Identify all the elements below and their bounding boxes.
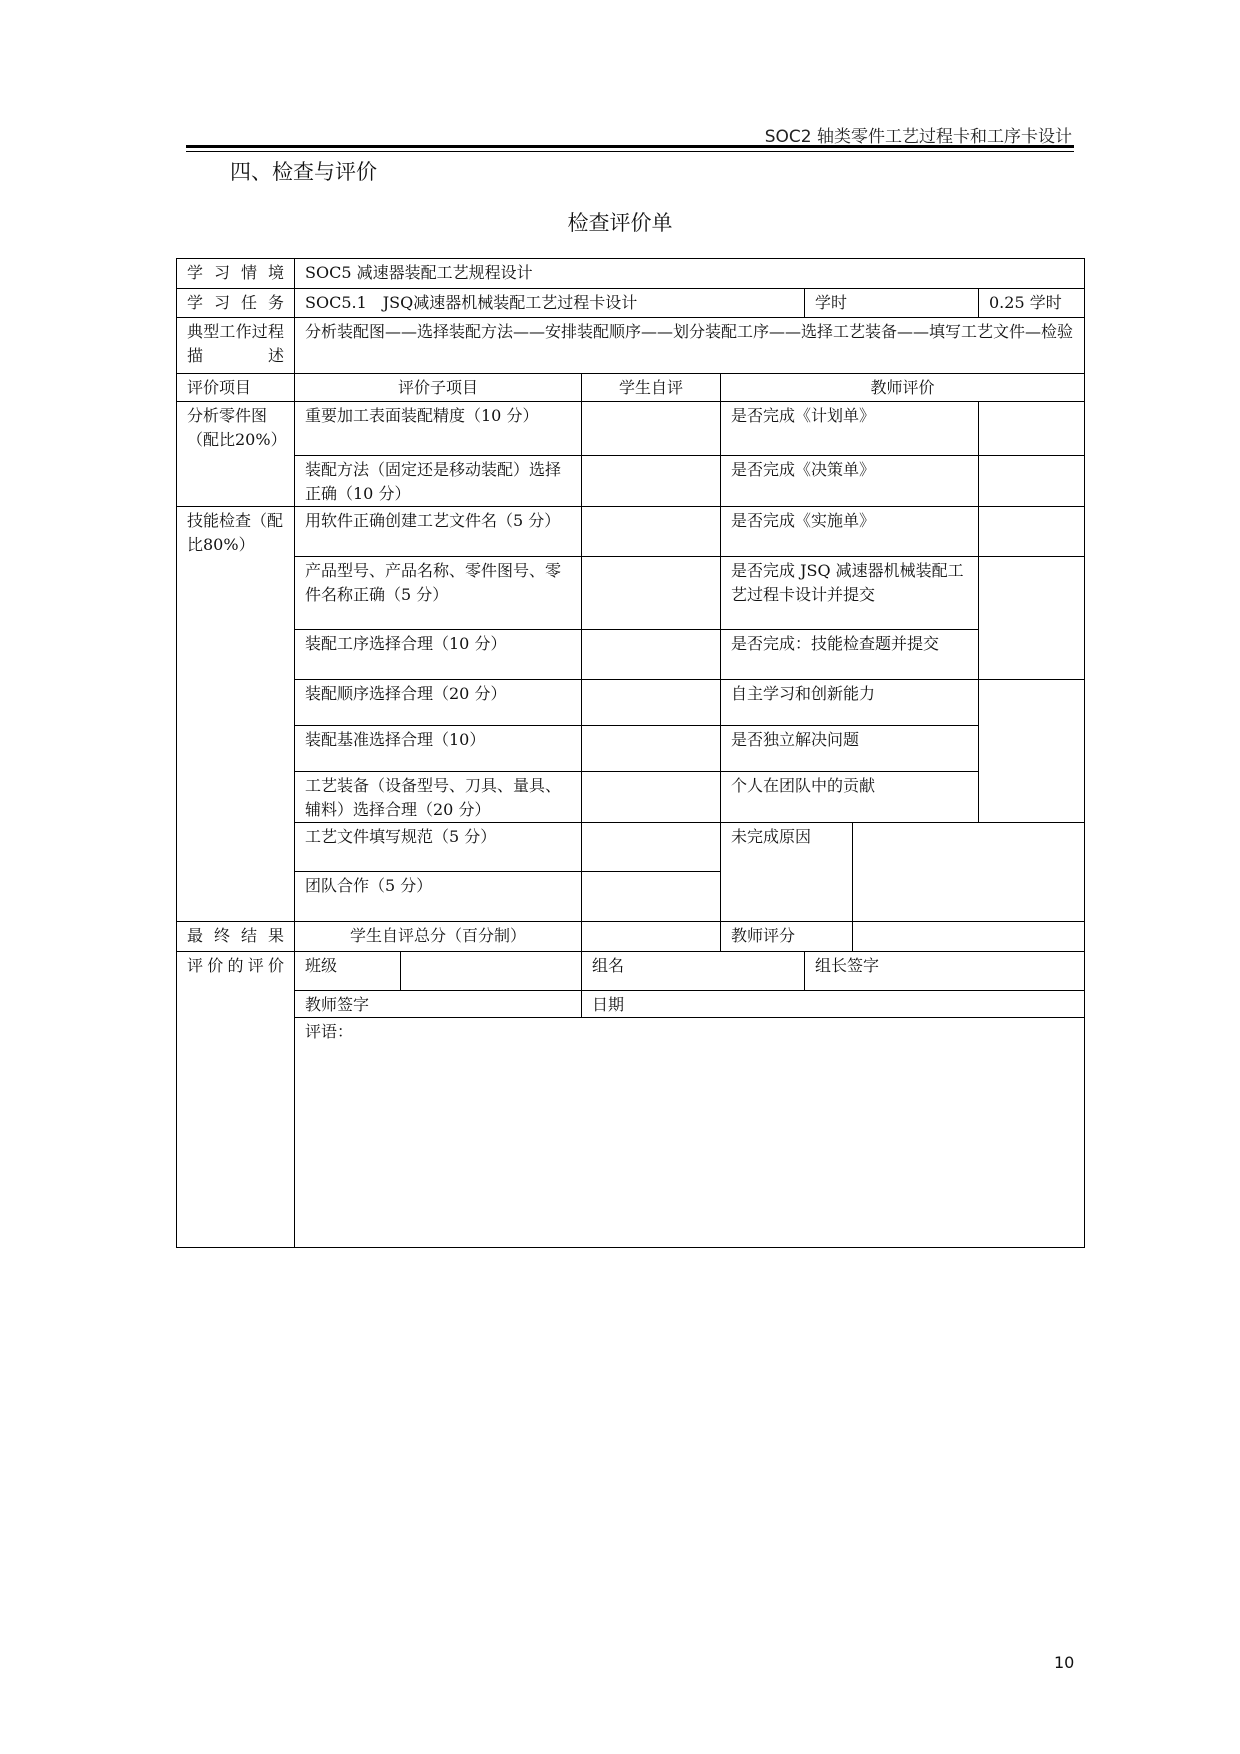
sub-item-8: 工艺装备（设备型号、刀具、量具、辅料）选择合理（20 分） xyxy=(295,772,582,823)
teacher-score-total-cell xyxy=(853,922,1085,952)
hours-label: 学时 xyxy=(805,289,979,318)
sub-item-1: 重要加工表面装配精度（10 分） xyxy=(295,402,582,456)
self-eval-cell-8 xyxy=(582,772,721,823)
process-value: 分析装配图——选择装配方法——安排装配顺序——划分装配工序——选择工艺装备——填写工艺文件—检验 xyxy=(295,318,1085,374)
sub-item-3: 用软件正确创建工艺文件名（5 分） xyxy=(295,507,582,557)
teacher-item-7: 是否独立解决问题 xyxy=(721,726,979,772)
sub-item-4: 产品型号、产品名称、零件图号、零件名称正确（5 分） xyxy=(295,557,582,630)
self-eval-cell-4 xyxy=(582,557,721,630)
incomplete-reason-label: 未完成原因 xyxy=(721,823,853,922)
date-label: 日期 xyxy=(582,991,1085,1018)
meta-eval-label: 评价的评价 xyxy=(177,952,295,1248)
teacher-item-2: 是否完成《决策单》 xyxy=(721,456,979,507)
task-label: 学习任务 xyxy=(177,289,295,318)
sub-item-5: 装配工序选择合理（10 分） xyxy=(295,630,582,680)
self-total-label: 学生自评总分（百分制） xyxy=(295,922,582,952)
teacher-score-label: 教师评分 xyxy=(721,922,853,952)
teacher-item-6: 自主学习和创新能力 xyxy=(721,680,979,726)
teacher-item-3: 是否完成《实施单》 xyxy=(721,507,979,557)
teacher-item-5: 是否完成：技能检查题并提交 xyxy=(721,630,979,680)
class-label: 班级 xyxy=(295,952,401,991)
incomplete-reason-cell xyxy=(853,823,1085,922)
group-label-skill: 技能检查（配比80%） xyxy=(177,507,295,922)
hours-value: 0.25 学时 xyxy=(979,289,1085,318)
col-header-item: 评价项目 xyxy=(177,374,295,402)
sub-item-9: 工艺文件填写规范（5 分） xyxy=(295,823,582,872)
leader-sign-label: 组长签字 xyxy=(805,952,1085,991)
self-eval-cell-3 xyxy=(582,507,721,557)
sub-item-7: 装配基准选择合理（10） xyxy=(295,726,582,772)
sub-item-6: 装配顺序选择合理（20 分） xyxy=(295,680,582,726)
group-label-analysis: 分析零件图（配比20%） xyxy=(177,402,295,507)
situation-label: 学习情境 xyxy=(177,259,295,289)
page-number: 10 xyxy=(1054,1653,1075,1672)
final-label: 最终结果 xyxy=(177,922,295,952)
col-header-self-eval: 学生自评 xyxy=(582,374,721,402)
form-title: 检查评价单 xyxy=(567,211,673,235)
header-rule-thin xyxy=(186,151,1074,152)
teacher-item-4: 是否完成 JSQ 减速器机械装配工艺过程卡设计并提交 xyxy=(721,557,979,630)
teacher-score-cell-6 xyxy=(979,680,1085,823)
self-eval-cell-5 xyxy=(582,630,721,680)
process-label: 典型工作过程描述 xyxy=(177,318,295,374)
running-header-title: SOC2 轴类零件工艺过程卡和工序卡设计 xyxy=(764,127,1072,147)
section-title: 四、检查与评价 xyxy=(230,160,377,184)
sub-item-2: 装配方法（固定还是移动装配）选择正确（10 分） xyxy=(295,456,582,507)
teacher-score-cell-4 xyxy=(979,557,1085,680)
class-cell xyxy=(401,952,582,991)
self-total-cell xyxy=(582,922,721,952)
sub-item-10: 团队合作（5 分） xyxy=(295,872,582,922)
teacher-item-1: 是否完成《计划单》 xyxy=(721,402,979,456)
evaluation-form-table xyxy=(176,258,1085,1248)
self-eval-cell-9 xyxy=(582,823,721,872)
task-value: SOC5.1 JSQ减速器机械装配工艺过程卡设计 xyxy=(295,289,805,318)
self-eval-cell-7 xyxy=(582,726,721,772)
teacher-score-cell-1 xyxy=(979,402,1085,456)
self-eval-cell-2 xyxy=(582,456,721,507)
situation-value: SOC5 减速器装配工艺规程设计 xyxy=(295,259,1085,289)
self-eval-cell-1 xyxy=(582,402,721,456)
group-name-label: 组名 xyxy=(582,952,805,991)
self-eval-cell-6 xyxy=(582,680,721,726)
comment-area: 评语： xyxy=(295,1018,1085,1248)
teacher-score-cell-3 xyxy=(979,507,1085,557)
self-eval-cell-10 xyxy=(582,872,721,922)
col-header-sub-item: 评价子项目 xyxy=(295,374,582,402)
col-header-teacher-eval: 教师评价 xyxy=(721,374,1085,402)
teacher-score-cell-2 xyxy=(979,456,1085,507)
header-rule-thick xyxy=(186,145,1074,148)
teacher-sign-label: 教师签字 xyxy=(295,991,582,1018)
teacher-item-8: 个人在团队中的贡献 xyxy=(721,772,979,823)
